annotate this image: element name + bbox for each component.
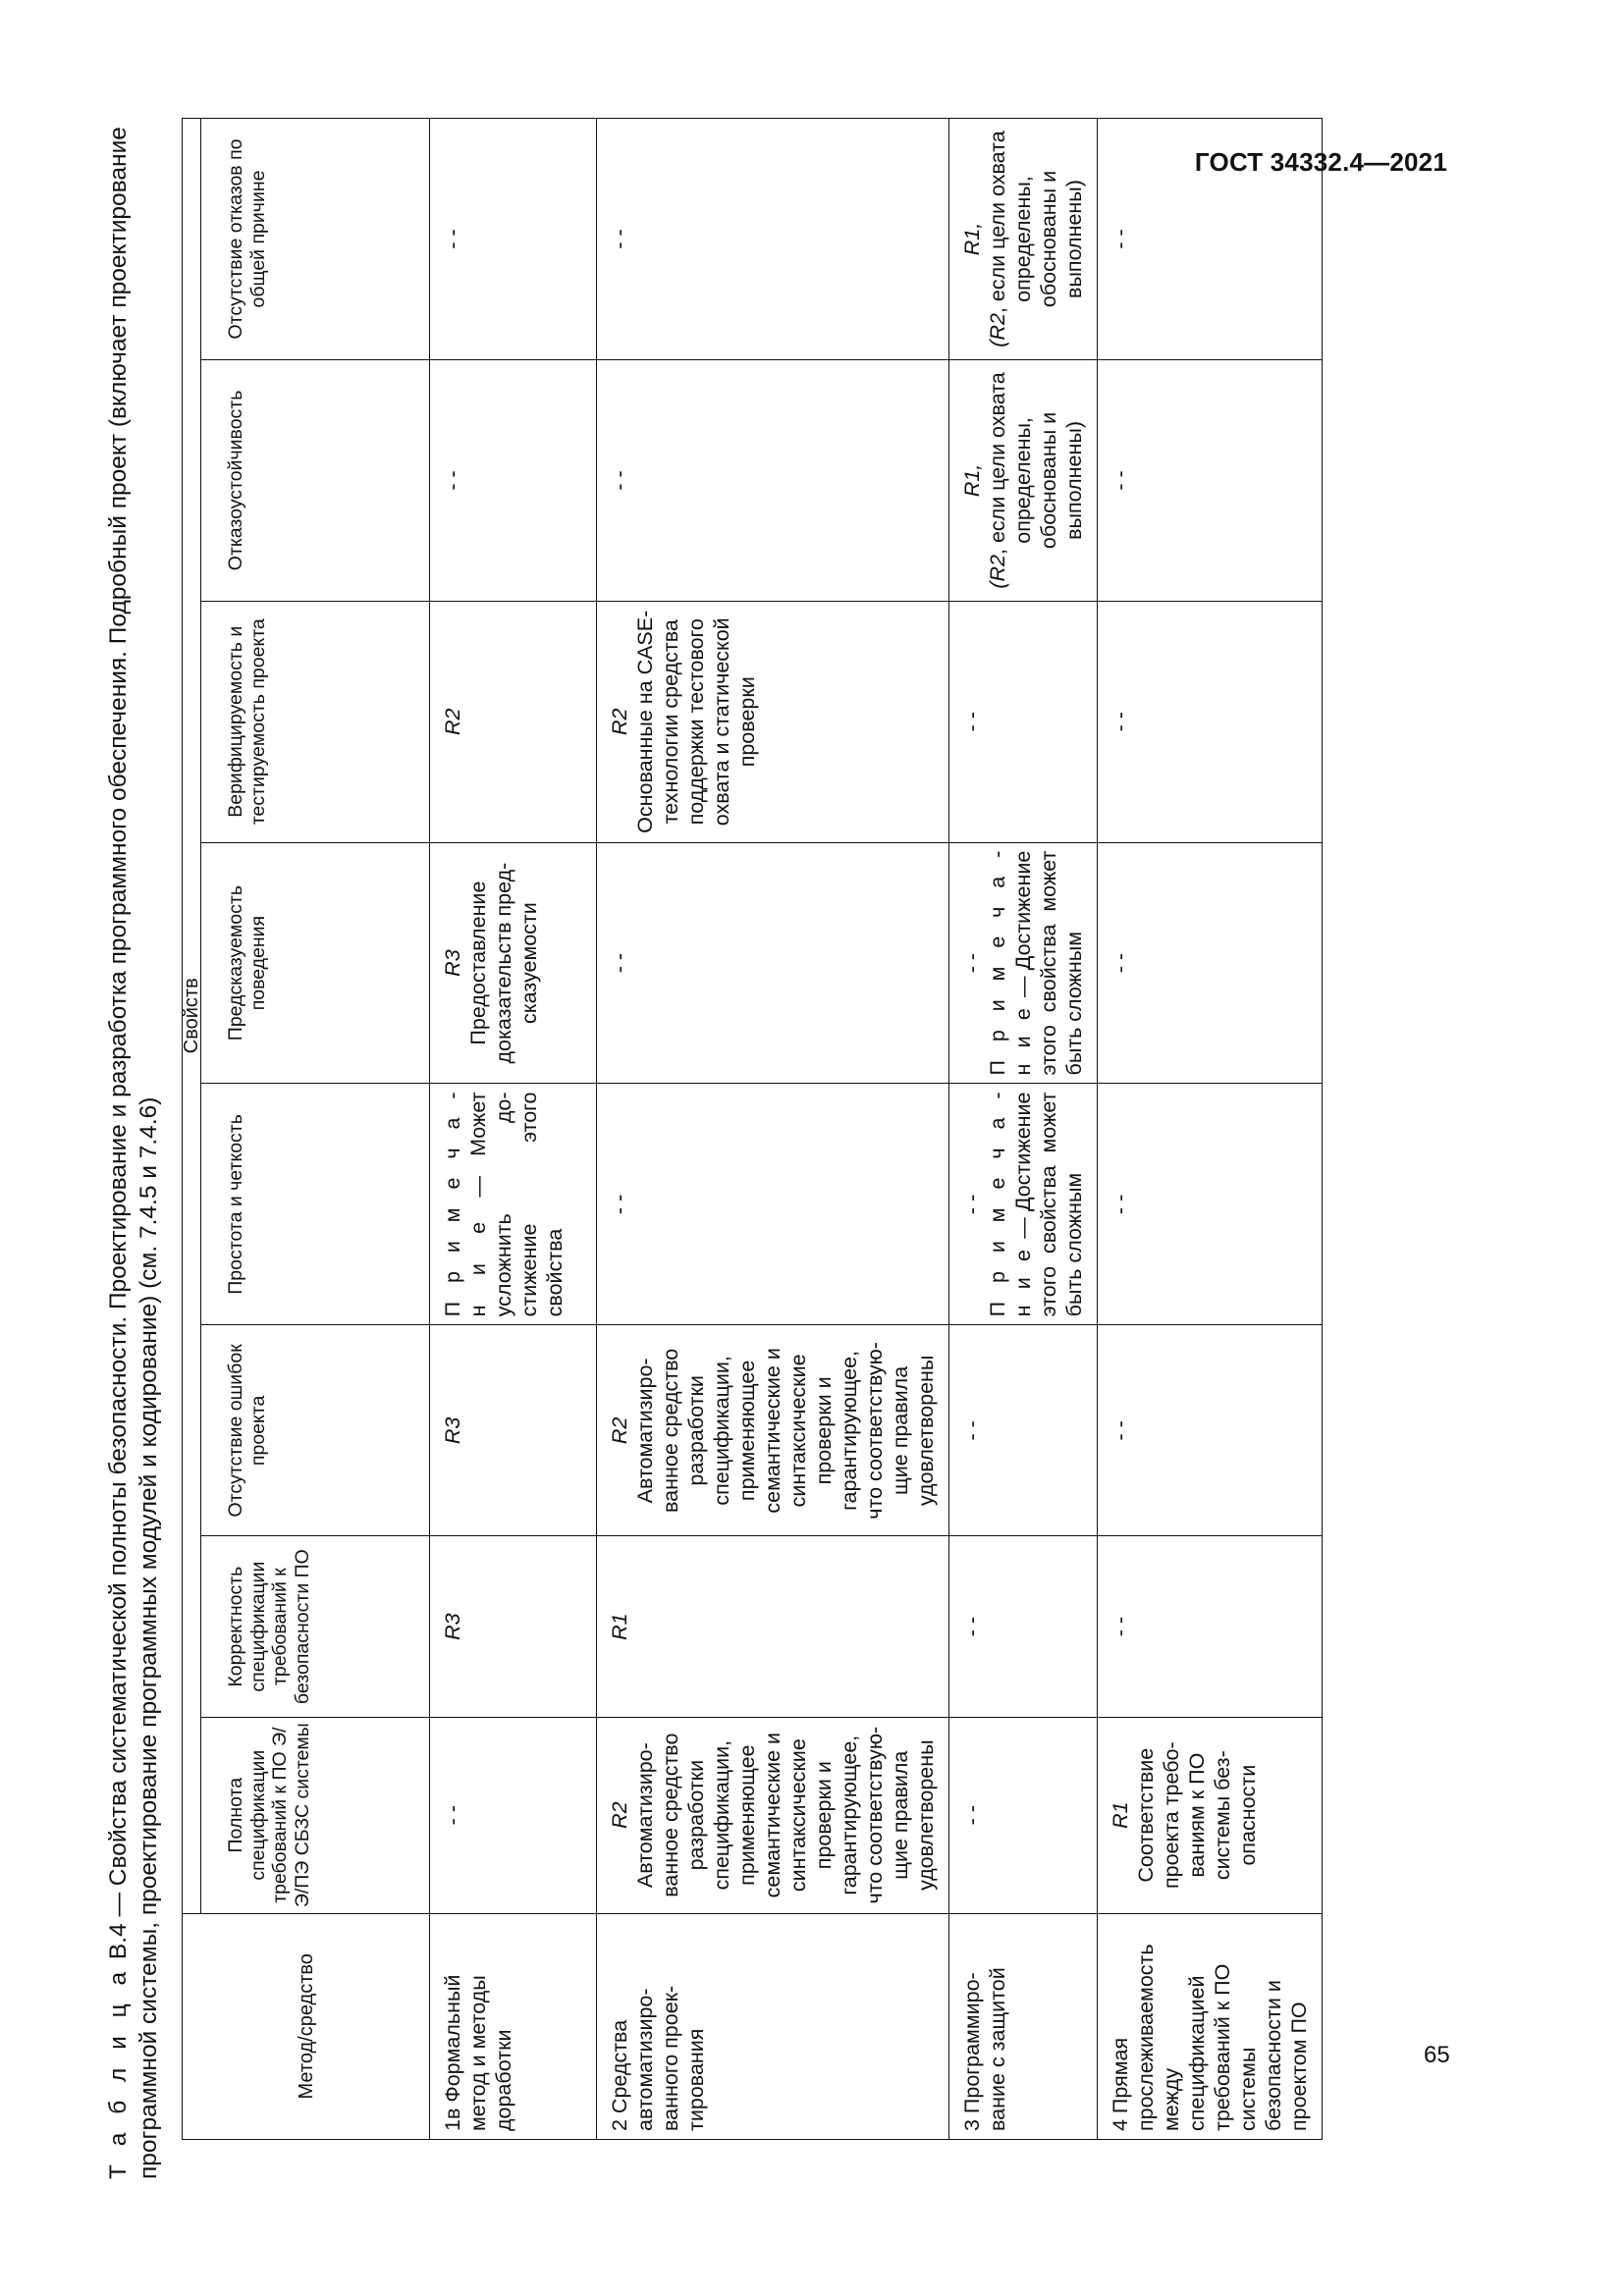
- row1-simplicity: [430, 1084, 597, 1325]
- row3-completeness: - -: [949, 1717, 1098, 1913]
- row2-correctness: R1: [597, 1536, 949, 1717]
- row3-simplicity: [949, 1084, 1098, 1325]
- rotated-table-sheet: [103, 69, 1389, 2179]
- row3-correctness: - -: [949, 1536, 1098, 1717]
- row3-fault-tolerance-sym: R1,: [960, 463, 984, 498]
- row2-verifiability: [597, 601, 949, 842]
- table-row: [430, 119, 597, 2140]
- row3-fault-tolerance: [949, 360, 1098, 602]
- row3-simplicity-note: — Достижение этого свойства может быть сложным: [1011, 1092, 1086, 1317]
- row1-fault-tolerance: - -: [430, 360, 597, 602]
- row1-simplicity-note: — Может усложнить достижение этого свойства: [466, 1092, 567, 1317]
- row2-verifiability-sym: R2: [608, 708, 631, 735]
- row3-simplicity-dash: - -: [960, 1194, 984, 1215]
- row1-predictability-sym: R3: [441, 949, 464, 977]
- row1-completeness: - -: [430, 1717, 597, 1913]
- row4-freedom: - -: [1098, 1325, 1323, 1536]
- header-completeness: Полнота спецификации требований к ПО Э/Э/ПЭ СБЗС системы: [201, 1717, 430, 1913]
- row2-freedom-text: Автоматизированное средство разработки спецификации, применяющее семантические и синтаксические проверки и гарантирующее, что соответствующие правила удовлетворены: [633, 1342, 938, 1520]
- row2-method: 2 Средства автоматизированного проектирования: [597, 1913, 949, 2139]
- row3-method: 3 Программирование с защитой: [949, 1913, 1098, 2139]
- standard-number: ГОСТ 34332.4—2021: [1194, 147, 1447, 177]
- row3-ccf-text-rest: , если цели охвата определены, обоснованы и выполнены): [986, 131, 1086, 314]
- row1-verifiability: R2: [430, 601, 597, 842]
- row3-predictability-note-prefix: П р и м е ч а н и е: [986, 850, 1035, 1076]
- row3-predictability: [949, 842, 1098, 1084]
- row2-freedom-sym: R2: [608, 1416, 631, 1445]
- row2-ccf: - -: [597, 119, 949, 360]
- row4-simplicity: - -: [1098, 1084, 1323, 1325]
- row3-fault-tolerance-text-sym: (R2: [986, 554, 1009, 589]
- row1-method: 1в Формальный метод и методы доработки: [430, 1913, 597, 2139]
- table-row: [1098, 119, 1323, 2140]
- header-fault-tolerance: Отказоустойчивость: [201, 360, 430, 602]
- header-method: Метод/средство: [183, 1913, 430, 2139]
- header-verifiability: Верифицируемость и тестируемость проекта: [201, 601, 430, 842]
- row1-ccf: - -: [430, 119, 597, 360]
- row3-simplicity-note-prefix: П р и м е ч а н и е: [986, 1092, 1035, 1317]
- row3-fault-tolerance-text: [985, 368, 1087, 593]
- row2-predictability: - -: [597, 842, 949, 1084]
- row2-completeness-text: Автоматизированное средство разработки спецификации, применяющее семантические и синтаксические проверки и гарантирующее, что соответствующие правила удовлетворены: [633, 1726, 938, 1904]
- row3-ccf-text: [985, 127, 1087, 351]
- header-ccf: Отсутствие отказов по общей причине: [201, 119, 430, 360]
- row1-predictability: [430, 842, 597, 1084]
- row3-predictability-note: — Достижение этого свойства может быть сложным: [1011, 850, 1086, 1076]
- header-predictability: Предсказуемость поведения: [201, 842, 430, 1084]
- table-row: [949, 119, 1098, 2140]
- row1-freedom: R3: [430, 1325, 597, 1536]
- row2-simplicity: - -: [597, 1084, 949, 1325]
- row4-completeness-text: Соответствие проекта требованиям к ПО системы безопасности: [1134, 1741, 1260, 1889]
- row1-correctness: R3: [430, 1536, 597, 1717]
- row3-verifiability: - -: [949, 601, 1098, 842]
- row4-method: 4 Прямая прослеживаемость между спецификацией требований к ПО системы безопасности и проектом ПО: [1098, 1913, 1323, 2139]
- row2-completeness-sym: R2: [608, 1801, 631, 1829]
- row4-completeness-sym: R1: [1109, 1801, 1132, 1829]
- row1-predictability-text: Предоставление доказательств предсказуемости: [466, 862, 541, 1064]
- header-properties: Свойств: [183, 119, 201, 1914]
- row3-predictability-dash: - -: [960, 952, 984, 974]
- row2-freedom: [597, 1325, 949, 1536]
- table-caption: [103, 69, 164, 2179]
- row3-freedom: - -: [949, 1325, 1098, 1536]
- row3-fault-tolerance-text-rest: , если цели охвата определены, обоснованы и выполнены): [986, 372, 1086, 555]
- row4-fault-tolerance: - -: [1098, 360, 1323, 602]
- row3-ccf-sym: R1,: [960, 222, 984, 256]
- row4-predictability: - -: [1098, 842, 1323, 1084]
- row3-ccf: [949, 119, 1098, 360]
- header-freedom: Отсутствие ошибок проекта: [201, 1325, 430, 1536]
- row3-ccf-text-sym: (R2: [986, 313, 1009, 347]
- page-number: 65: [1424, 2042, 1450, 2068]
- header-correctness: Корректность спецификации требований к безопасности ПО: [201, 1536, 430, 1717]
- row4-completeness: [1098, 1717, 1323, 1913]
- row2-completeness: [597, 1717, 949, 1913]
- table-row: [597, 119, 949, 2140]
- row4-ccf: - -: [1098, 119, 1323, 360]
- caption-prefix: Т а б л и ц а: [105, 1965, 132, 2179]
- header-simplicity: Простота и четкость: [201, 1084, 430, 1325]
- row2-verifiability-text: Основанные на CASE-технологии средства поддержки тестового охвата и статической проверки: [633, 610, 759, 833]
- caption-text: В.4 — Свойства систематической полноты безопасности. Проектирование и разработка программного обеспечения. Подробный проект (включает проектирование программной системы, проектирование программных модулей и кодирование) (см. 7.4.5 и 7.4.6): [105, 127, 162, 2179]
- properties-table: [182, 118, 1323, 2140]
- row4-verifiability: - -: [1098, 601, 1323, 842]
- row4-correctness: - -: [1098, 1536, 1323, 1717]
- row1-simplicity-note-prefix: П р и м е ч а н и е: [441, 1092, 490, 1317]
- row2-fault-tolerance: - -: [597, 360, 949, 602]
